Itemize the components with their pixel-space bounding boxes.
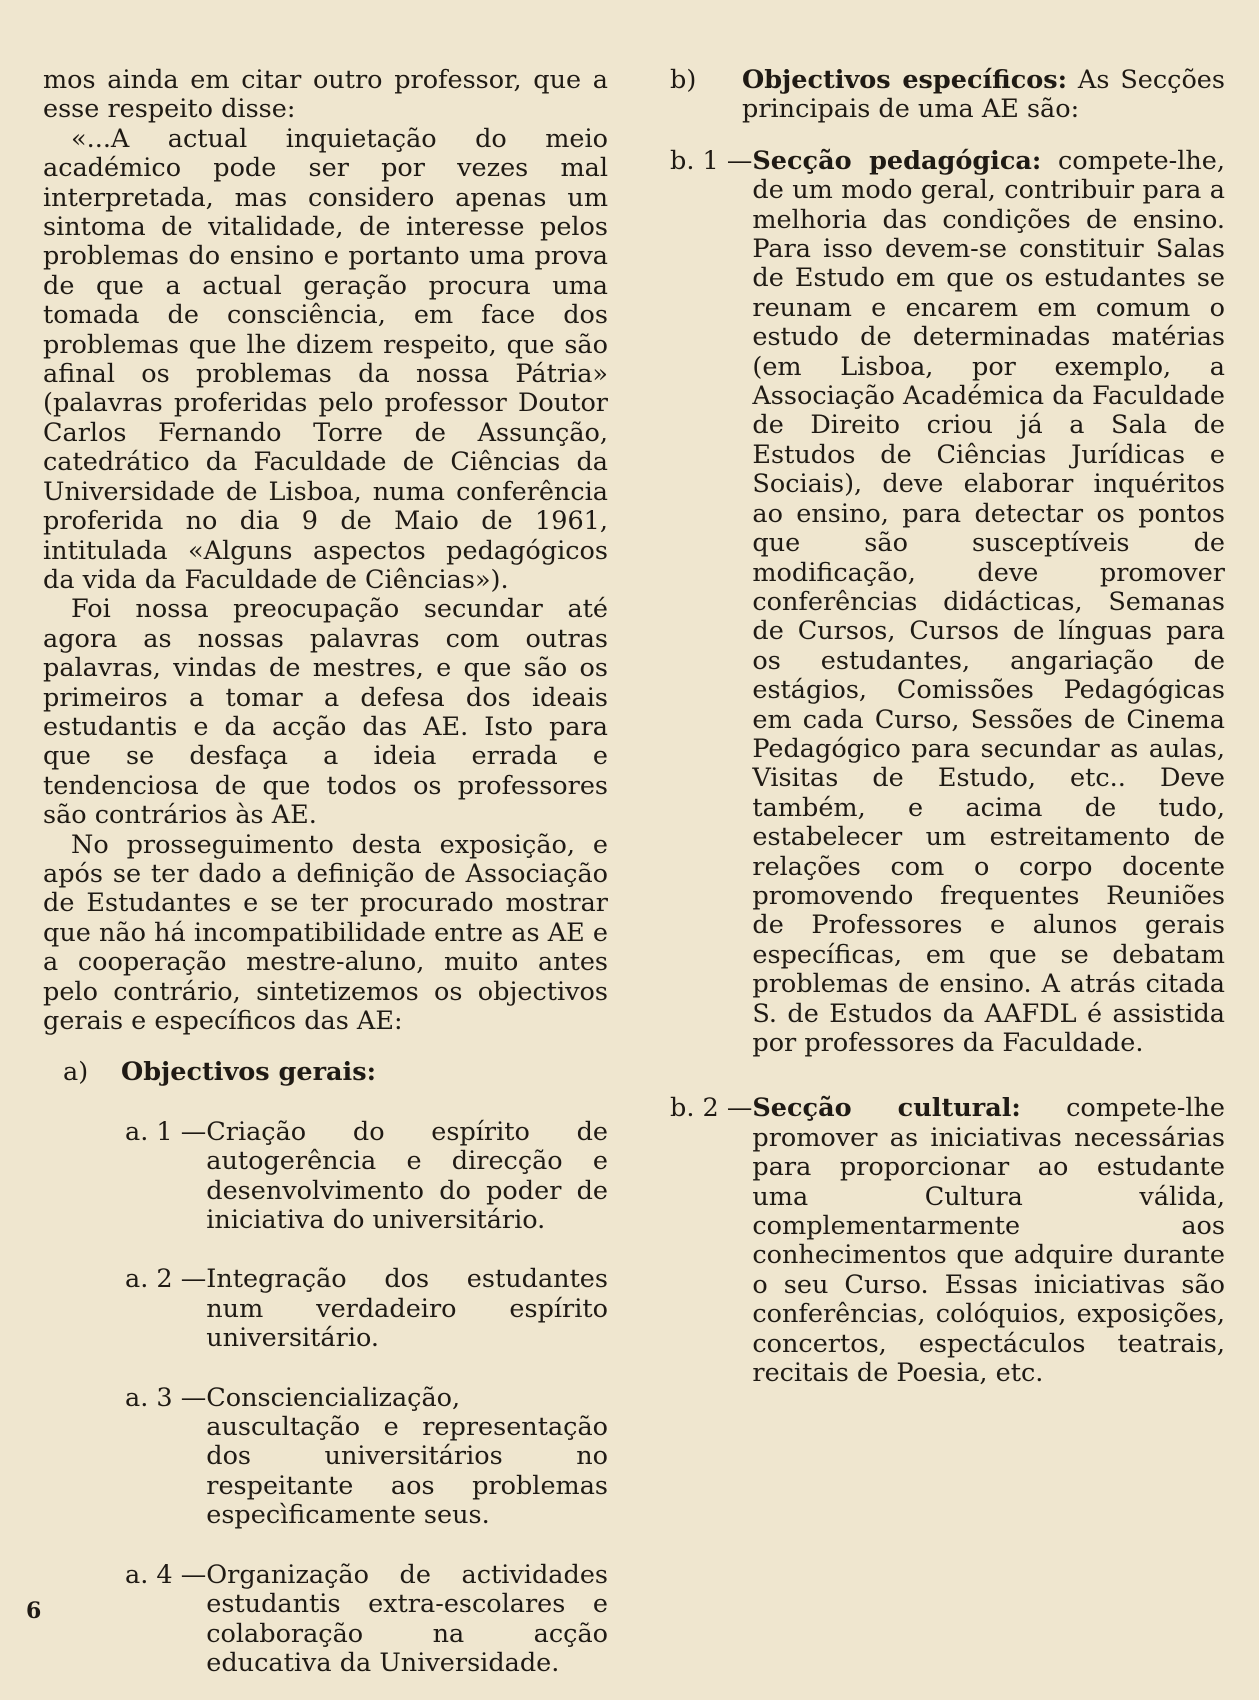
item-text: Criação do espírito de autogerência e direcção e desenvolvimento do poder de iniciativa do universitário. [206,1116,608,1236]
item-number: a. 1 — [125,1116,207,1147]
section-b-title: Objectivos específicos: [742,65,1068,95]
section-a-label: a) [63,1057,89,1088]
left-column [43,66,608,1678]
item-body: compete-lhe, de um modo geral, contribuir para a melhoria das condições de ensino. Para isso devem-se constituir Salas de Estudo em que os estudantes se reunam e encarem em comum o estudo de determinadas matérias (em Lisboa, por exemplo, a Associação Académica da Faculdade de Direito criou já a Sala de Estudos de Ciências Jurídicas e Sociais), deve elaborar inquéritos ao ensino, para detectar os pontos que são susceptíveis de modificação, deve promover conferências didácticas, Semanas de Cursos, Cursos de línguas para os estudantes, angariação de estágios, Comissões Pedagógicas em cada Curso, Sessões de Cinema Pedagógico para secundar as aulas, Visitas de Estudo, etc.. Deve também, e acima de tudo, estabelecer um estreitamento de relações com o corpo docente promovendo frequentes Reuniões de Professores e alunos gerais específicas, em que se debatam problemas de ensino. A atrás citada S. de Estudos da AAFDL é assistida por professores da Faculdade. [752,145,1225,1058]
list-item-a1 [125,1118,608,1236]
section-a-title: Objectivos gerais: [121,1057,377,1088]
list-item-a2 [125,1265,608,1353]
item-text: Integração dos estudantes num verdadeiro espírito universitário. [206,1264,608,1354]
section-b-heading [670,66,1225,125]
section-b-text [742,66,1225,125]
list-item-a4 [125,1561,608,1679]
quote-paragraph: «...A actual inquietação do meio académico pode ser por vezes mal interpretada, mas considero apenas um sintoma de vitalidade, de interesse pelos problemas do ensino e portanto uma prova de que a actual geração procura uma tomada de consciência, em face dos problemas que lhe dizem respeito, que são afinal os problemas da nossa Pátria» (palavras proferidas pelo professor Doutor Carlos Fernando Torre de Assunção, catedrático da Faculdade de Ciências da Universidade de Lisboa, numa conferência proferida no dia 9 de Maio de 1961, intitulada «Alguns aspectos pedagógicos da vida da Faculdade de Ciências»). [43,123,608,595]
section-a-heading [43,1058,608,1087]
list-item-b2 [670,1094,1225,1388]
item-body: compete-lhe promover as iniciativas necessárias para proporcionar ao estudante uma Cultura válida, complementarmente aos conhecimentos que adquire durante o seu Curso. Essas iniciativas são conferências, colóquios, exposições, concertos, espectáculos teatrais, recitais de Poesia, etc. [752,1093,1225,1389]
item-title: Secção cultural: [752,1093,1021,1124]
item-text [752,1094,1225,1388]
page-number: 6 [26,1598,42,1624]
list-item-b1 [670,147,1225,1059]
right-column [670,66,1225,1388]
item-number: a. 2 — [125,1264,207,1295]
list-item-a3 [125,1384,608,1531]
item-number: a. 4 — [125,1559,207,1590]
item-number: b. 1 — [670,145,753,176]
item-number: b. 2 — [670,1093,753,1124]
item-text: Consciencialização, auscultação e representação dos universitários no respeitante aos problemas especìficamente seus. [206,1382,608,1531]
paragraph-3: No prosseguimento desta exposição, e após se ter dado a definição de Associação de Estudantes e se ter procurado mostrar que não há incompatibilidade entre as AE e a cooperação mestre-aluno, muito antes pelo contrário, sintetizemos os objectivos gerais e específicos das AE: [43,829,608,1036]
section-b-label: b) [670,65,697,95]
item-title: Secção pedagógica: [752,145,1042,176]
section-b-title-rest: As Secções principais de uma AE são: [742,65,1225,125]
item-number: a. 3 — [125,1382,207,1413]
intro-paragraph: mos ainda em citar outro professor, que a esse respeito disse: [43,65,608,125]
paragraph-2: Foi nossa preocupação secundar até agora as nossas palavras com outras palavras, vindas de mestres, e que são os primeiros a tomar a defesa dos ideais estudantis e da acção das AE. Isto para que se desfaça a ideia errada e tendenciosa de que todos os professores são contrários às AE. [43,594,608,831]
item-text [752,147,1225,1059]
item-text: Organização de actividades estudantis extra-escolares e colaboração na acção educativa da Universidade. [206,1559,608,1678]
